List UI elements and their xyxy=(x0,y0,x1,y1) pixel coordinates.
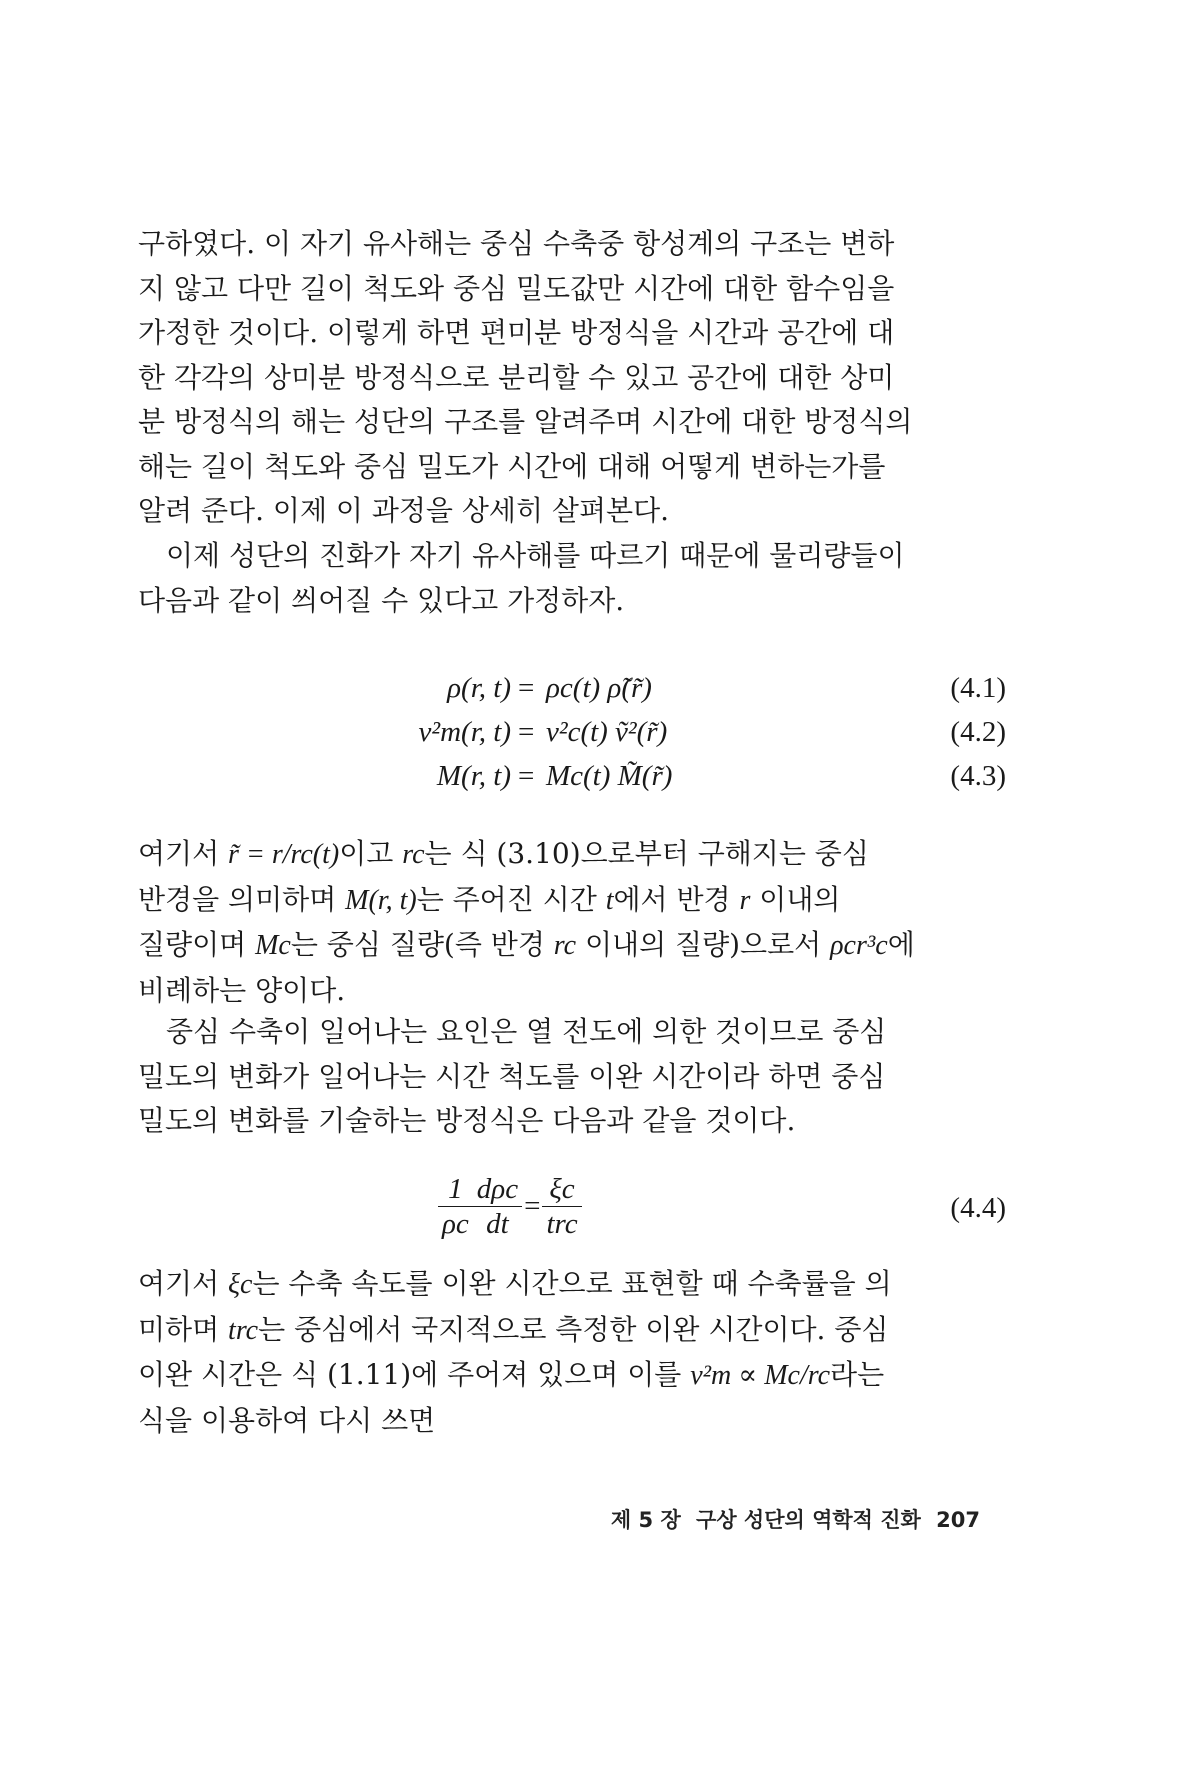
math-inline: rc xyxy=(402,839,425,870)
paragraph-1 xyxy=(138,222,1006,534)
text-line: 반경을 의미하며 M(r, t)는 주어진 시간 t에서 반경 r 이내의 xyxy=(138,882,841,916)
equals-sign: = xyxy=(518,672,535,704)
math-inline: M(r, t) xyxy=(345,884,417,916)
equation-rhs: v²c(t) ṽ²(r̃) xyxy=(546,716,668,748)
equation-4-1 xyxy=(138,672,1006,716)
fraction: $\frac{1}{\rho c}$ xyxy=(438,1172,473,1241)
text-line: 밀도의 변화를 기술하는 방정식은 다음과 같을 것이다. xyxy=(138,1104,796,1137)
text-line: 가정한 것이다. 이렇게 하면 편미분 방정식을 시간과 공간에 대 xyxy=(138,316,895,349)
text-line: 해는 길이 척도와 중심 밀도가 시간에 대해 어떻게 변하는가를 xyxy=(138,449,886,483)
text-line: 이완 시간은 식 (1.11)에 주어져 있으며 이를 v²m ∝ Mc/rc라는 xyxy=(138,1358,885,1391)
equation-4-2 xyxy=(138,716,1006,760)
equals-sign: = xyxy=(518,760,535,792)
text-line: 비례하는 양이다. xyxy=(138,973,346,1007)
equation-lhs: v²m(r, t) xyxy=(418,716,511,748)
equation-number: (4.3) xyxy=(950,760,1006,792)
equation-rhs: ρc(t) ρ̃(r̃) xyxy=(546,672,652,704)
equation-4-3 xyxy=(138,760,1006,804)
page-footer xyxy=(520,1504,980,1534)
text-line: 미하며 trc는 중심에서 국지적으로 측정한 이완 시간이다. 중심 xyxy=(138,1312,889,1346)
text-line: 한 각각의 상미분 방정식으로 분리할 수 있고 공간에 대한 상미 xyxy=(138,360,895,394)
text-line: 알려 준다. 이제 이 과정을 상세히 살펴본다. xyxy=(138,494,670,527)
math-inline: r̃ = r/rc(t) xyxy=(228,839,340,870)
math-inline: ξc xyxy=(228,1269,253,1300)
math-inline: t xyxy=(605,884,614,916)
equation-rhs: Mc(t) M̃(r̃) xyxy=(546,760,673,792)
equals-sign: = xyxy=(524,1190,541,1222)
page-number: 207 xyxy=(936,1508,980,1532)
math-inline: ρcr³c xyxy=(830,930,888,961)
chapter-title: 구상 성단의 역학적 진화 xyxy=(696,1508,921,1532)
paragraph-2 xyxy=(138,534,1006,623)
text-line: 중심 수축이 일어나는 요인은 열 전도에 의한 것이므로 중심 xyxy=(166,1015,887,1048)
math-inline: Mc xyxy=(255,930,291,961)
text-line: 분 방정식의 해는 성단의 구조를 알려주며 시간에 대한 방정식의 xyxy=(138,405,913,438)
text-line: 여기서 ξc는 수축 속도를 이완 시간으로 표현할 때 수축률을 의 xyxy=(138,1267,892,1300)
math-inline: trc xyxy=(228,1314,259,1346)
text-line: 여기서 r̃ = r/rc(t)이고 rc는 식 (3.10)으로부터 구해지는 중심 xyxy=(138,837,869,870)
math-inline: v²m ∝ Mc/rc xyxy=(690,1360,831,1391)
text-line: 밀도의 변화가 일어나는 시간 척도를 이완 시간이라 하면 중심 xyxy=(138,1059,886,1093)
paragraph-4 xyxy=(138,1010,1006,1144)
text-line: 이제 성단의 진화가 자기 유사해를 따르기 때문에 물리량들이 xyxy=(166,539,905,572)
math-inline: rc xyxy=(553,930,577,961)
equation-lhs: M(r, t) xyxy=(436,760,511,792)
paragraph-3 xyxy=(138,832,1006,1013)
text-line: 지 않고 다만 길이 척도와 중심 밀도값만 시간에 대한 함수임을 xyxy=(138,271,895,305)
text-line: 구하였다. 이 자기 유사해는 중심 수축중 항성계의 구조는 변하 xyxy=(138,227,895,260)
equation-number: (4.4) xyxy=(950,1192,1006,1224)
equation-number: (4.1) xyxy=(950,672,1006,704)
equals-sign: = xyxy=(518,716,535,748)
fraction-expression xyxy=(438,1172,582,1241)
chapter-label: 제 5 장 xyxy=(610,1508,681,1532)
paragraph-5 xyxy=(138,1262,1006,1443)
text-line: 질량이며 Mc는 중심 질량(즉 반경 rc 이내의 질량)으로서 ρcr³c에 xyxy=(138,928,915,961)
math-inline: r xyxy=(739,884,751,916)
fraction: $\frac{\xi c}{\text{trc}}$ xyxy=(542,1172,581,1241)
fraction: $\frac{\text{dρc}}{dt}$ xyxy=(473,1172,522,1241)
equation-lhs: ρ(r, t) xyxy=(447,672,511,704)
text-line: 식을 이용하여 다시 쓰면 xyxy=(138,1403,436,1437)
equation-4-4 xyxy=(138,1172,1006,1252)
text-line: 다음과 같이 씌어질 수 있다고 가정하자. xyxy=(138,583,625,617)
equation-number: (4.2) xyxy=(950,716,1006,748)
